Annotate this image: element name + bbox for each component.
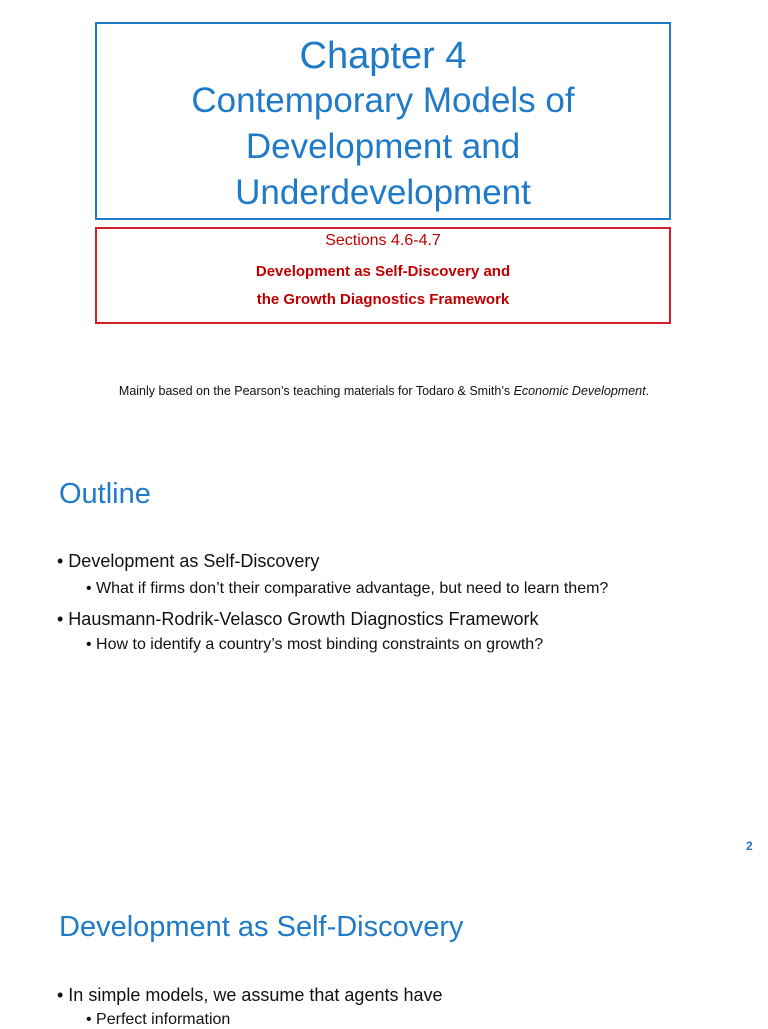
outline-item-2: • Hausmann-Rodrik-Velasco Growth Diagnostics Framework [57,609,539,629]
next-slide-bullet: • In simple models, we assume that agents have [57,985,443,1005]
sections-label: Sections 4.6-4.7 [325,232,441,249]
note-suffix: . [645,384,650,398]
subtitle-bold-line-1: Development as Self-Discovery and [255,263,511,280]
page-number: 2 [746,839,753,853]
note-italic: Economic Development [513,384,646,398]
title-line-2: Development and [245,127,521,166]
outline-subitem-1: • What if firms don’t their comparative advantage, but need to learn them? [86,580,609,597]
next-slide-heading: Development as Self-Discovery [59,911,464,943]
outline-item-1: • Development as Self-Discovery [57,551,320,571]
title-box [95,22,671,220]
note-prefix: Mainly based on the Pearson’s teaching materials for Todaro & Smith’s [118,384,514,398]
outline-subitem-2: • How to identify a country’s most binding constraints on growth? [86,636,544,653]
subtitle-box [95,227,671,324]
title-line-1: Contemporary Models of [191,81,575,120]
subtitle-bold-line-2: the Growth Diagnostics Framework [256,291,510,308]
chapter-title: Chapter 4 [299,35,467,77]
next-slide-subbullet: • Perfect information [86,1011,231,1028]
outline-heading: Outline [59,478,151,510]
source-note [0,384,768,398]
title-line-3: Underdevelopment [235,173,531,212]
